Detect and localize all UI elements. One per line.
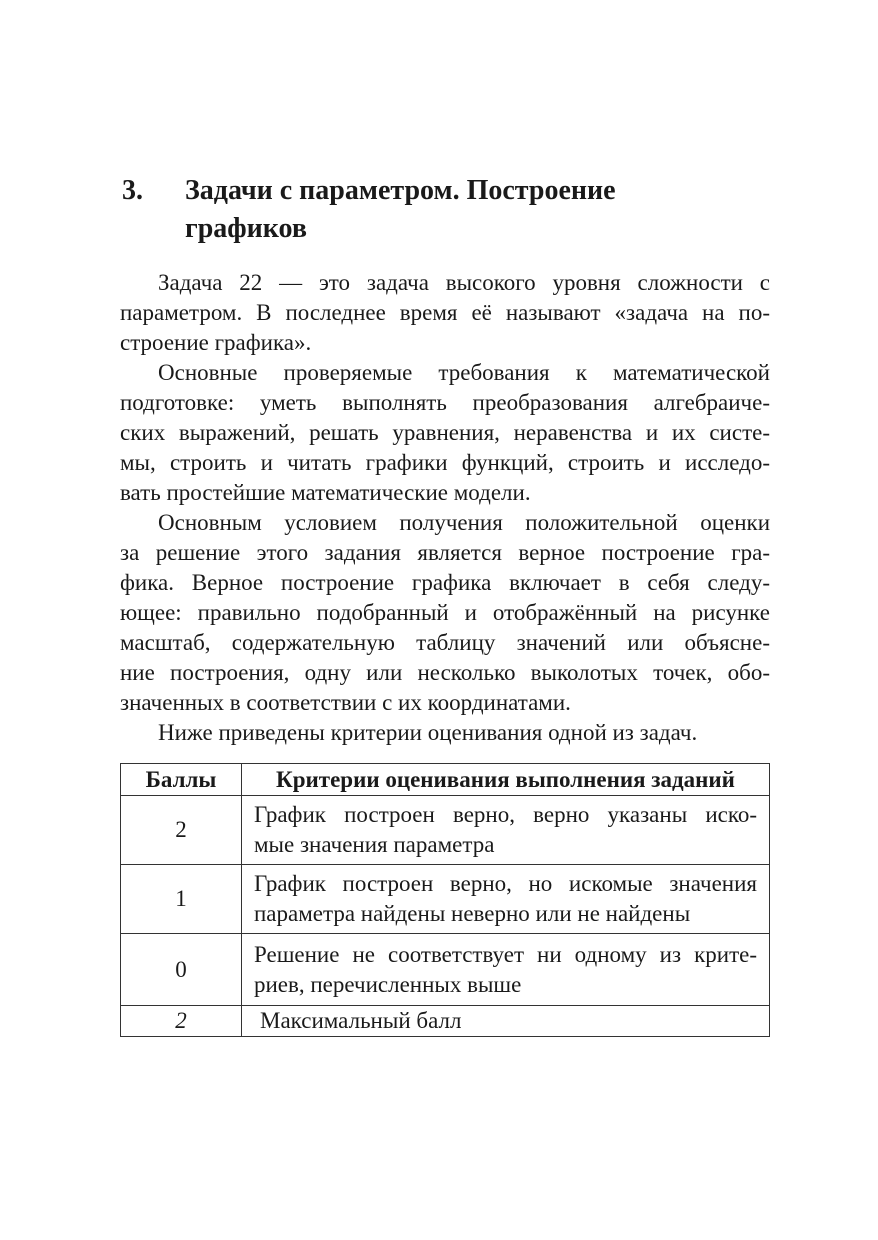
section-title-line: графиков — [185, 213, 307, 244]
criteria-cell — [242, 865, 770, 934]
criteria-table — [120, 763, 770, 1037]
text-line: параметром. В последнее время её называют «задача на по- — [120, 300, 770, 325]
text-line: строение графика». — [120, 330, 312, 355]
max-score-label: Максимальный балл — [242, 1006, 770, 1037]
text-line: ние построения, одну или несколько выколотых точек, обо- — [120, 660, 770, 685]
score-cell: 1 — [121, 865, 242, 934]
section-title-line: Задачи с параметром. Построение — [185, 175, 616, 206]
header-score: Баллы — [121, 764, 242, 796]
criteria-cell — [242, 934, 770, 1006]
max-score-row — [121, 1006, 770, 1037]
text-line: за решение этого задания является верное построение гра- — [120, 540, 770, 565]
section-number: 3. — [122, 175, 143, 206]
score-cell: 2 — [121, 796, 242, 865]
text-line: масштаб, содержательную таблицу значений или объясне- — [120, 630, 770, 655]
score-cell: 0 — [121, 934, 242, 1006]
body-text — [120, 268, 770, 748]
text-line: вать простейшие математические модели. — [120, 480, 531, 505]
text-line: фика. Верное построение графика включает в себя следу- — [120, 570, 770, 595]
text-line: подготовке: уметь выполнять преобразования алгебраиче- — [120, 390, 770, 415]
text-line: Основным условием получения положительной оценки — [158, 510, 770, 535]
text-line: Ниже приведены критерии оценивания одной из задач. — [158, 720, 698, 745]
text-line: мы, строить и читать графики функций, строить и исследо- — [120, 450, 770, 475]
table-row — [121, 796, 770, 865]
criteria-line: параметра найдены неверно или не найдены — [254, 901, 691, 926]
criteria-cell — [242, 796, 770, 865]
text-line: ских выражений, решать уравнения, неравенства и их систе- — [120, 420, 770, 445]
criteria-line: График построен верно, но искомые значения — [254, 871, 757, 896]
table-header-row — [121, 764, 770, 796]
table-row — [121, 934, 770, 1006]
text-line: значенных в соответствии с их координатами. — [120, 690, 571, 715]
text-line: Задача 22 — это задача высокого уровня сложности с — [158, 270, 770, 295]
criteria-line: мые значения параметра — [254, 832, 495, 857]
text-line: ющее: правильно подобранный и отображённый на рисунке — [120, 600, 770, 625]
table-row — [121, 865, 770, 934]
criteria-line: риев, перечисленных выше — [254, 971, 522, 997]
header-criteria: Критерии оценивания выполнения заданий — [242, 764, 770, 796]
max-score-cell: 2 — [121, 1006, 242, 1037]
criteria-line: График построен верно, верно указаны иско- — [254, 802, 757, 827]
text-line: Основные проверяемые требования к математической — [158, 360, 770, 385]
criteria-line: Решение не соответствует ни одному из крите- — [254, 941, 757, 967]
